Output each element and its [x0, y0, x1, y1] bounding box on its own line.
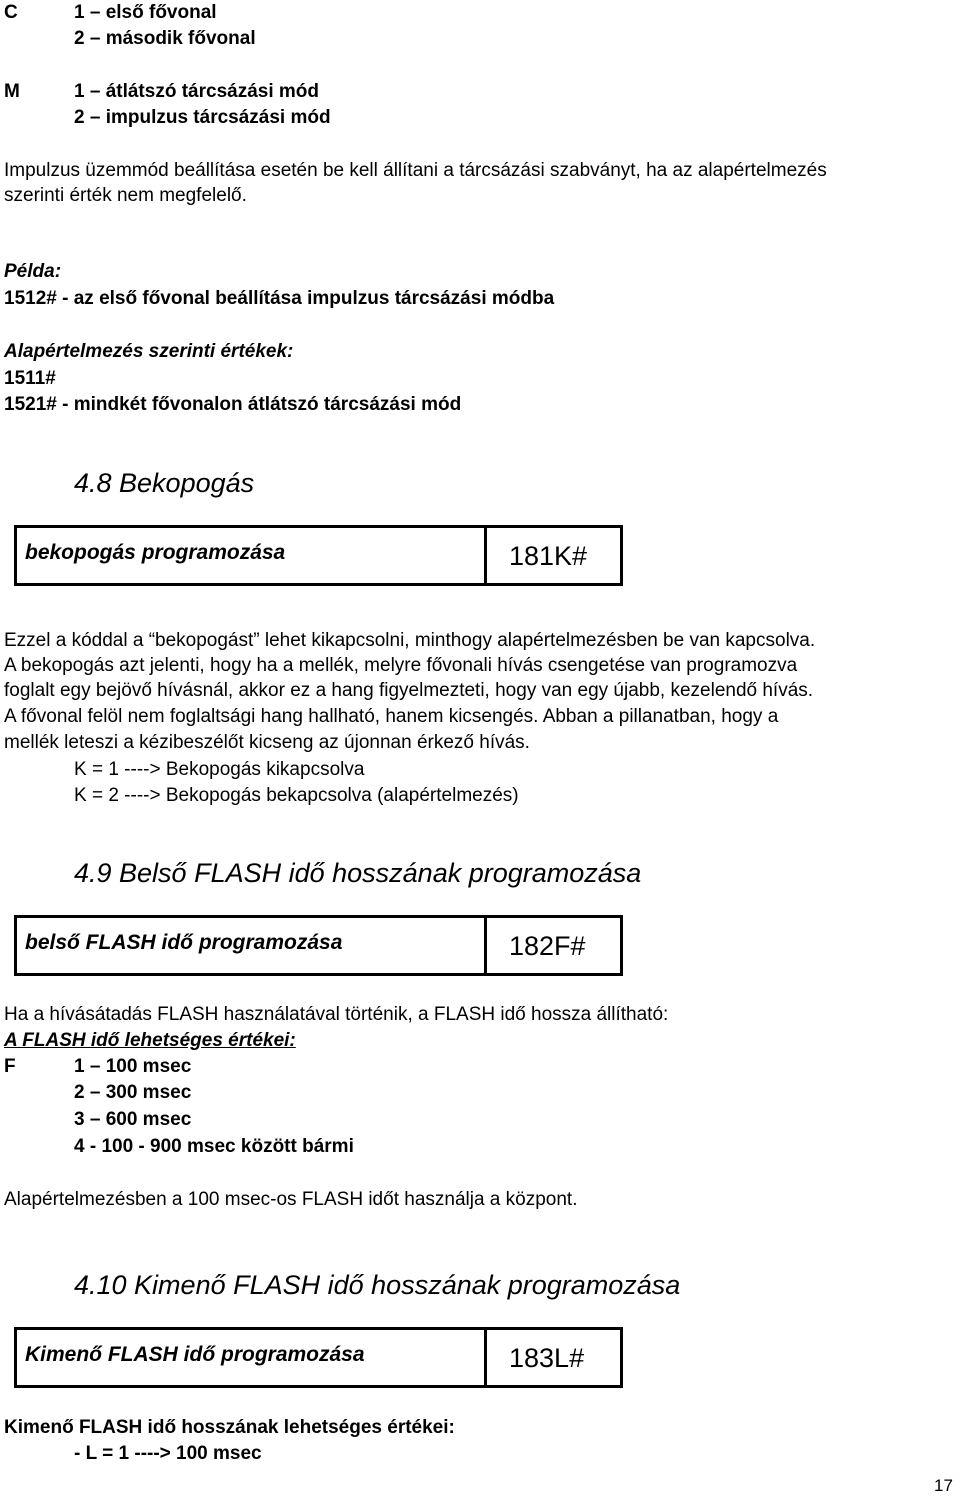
section-heading-4-10: 4.10 Kimenő FLASH idő hosszának programozása	[74, 1270, 681, 1300]
section-4-8-para-line-1: Ezzel a kóddal a “bekopogást” lehet kikapcsolni, minthogy alapértelmezésben be van kapcsolva.	[4, 630, 816, 651]
example-line: 1512# - az első fővonal beállítása impulzus tárcsázási módba	[4, 288, 555, 309]
option-f-3: 3 – 600 msec	[74, 1109, 192, 1130]
code-box-label: belső FLASH idő programozása	[25, 931, 343, 954]
param-letter-f: F	[4, 1056, 16, 1077]
defaults-title: Alapértelmezés szerinti értékek:	[4, 341, 294, 362]
option-m-1: 1 – átlátszó tárcsázási mód	[74, 81, 319, 102]
section-4-9-intro: Ha a hívásátadás FLASH használatával történik, a FLASH idő hossza állítható:	[4, 1004, 669, 1025]
section-heading-4-8: 4.8 Bekopogás	[74, 468, 255, 498]
code-box-code: 182F#	[484, 918, 620, 973]
flash-default-note: Alapértelmezésben a 100 msec-os FLASH időt használja a központ.	[4, 1189, 578, 1210]
code-box-4-8	[14, 525, 623, 586]
code-box-code: 183L#	[484, 1330, 620, 1385]
code-box-code: 181K#	[484, 528, 620, 583]
k-value-1: K = 1 ----> Bekopogás kikapcsolva	[74, 759, 365, 780]
code-box-label: bekopogás programozása	[25, 541, 286, 564]
section-4-8-para-line-4: A fővonal felöl nem foglaltsági hang hallható, hanem kicsengés. Abban a pillanatban, hogy a	[4, 706, 779, 727]
dial-note-line-1: Impulzus üzemmód beállítása esetén be kell állítani a tárcsázási szabványt, ha az alapértelmezés	[4, 160, 827, 181]
option-c-2: 2 – második fővonal	[74, 28, 256, 49]
option-m-2: 2 – impulzus tárcsázási mód	[74, 107, 331, 128]
option-l-1: - L = 1 ----> 100 msec	[74, 1443, 262, 1464]
option-f-2: 2 – 300 msec	[74, 1082, 192, 1103]
k-value-2: K = 2 ----> Bekopogás bekapcsolva (alapértelmezés)	[74, 785, 519, 806]
option-c-1: 1 – első fővonal	[74, 2, 217, 23]
page-number: 17	[934, 1476, 953, 1495]
param-letter-m: M	[4, 81, 20, 102]
code-box-label: Kimenő FLASH idő programozása	[25, 1343, 365, 1366]
dial-note-line-2: szerinti érték nem megfelelő.	[4, 185, 247, 206]
section-4-8-para-line-3: foglalt egy bejövő hívásnál, akkor ez a hang figyelmezteti, hogy van egy újabb, kezelendő hívás.	[4, 680, 814, 701]
defaults-line-1: 1511#	[4, 368, 56, 389]
section-heading-4-9: 4.9 Belső FLASH idő hosszának programozása	[74, 858, 642, 888]
flash-values-title: A FLASH idő lehetséges értékei:	[4, 1030, 296, 1051]
defaults-line-2: 1521# - mindkét fővonalon átlátszó tárcsázási mód	[4, 394, 462, 415]
section-4-8-para-line-2: A bekopogás azt jelenti, hogy ha a mellék, melyre fővonali hívás csengetése van programozva	[4, 655, 798, 676]
example-title: Példa:	[4, 261, 62, 282]
param-letter-c: C	[4, 2, 18, 23]
code-box-4-9	[14, 915, 623, 976]
option-f-4: 4 - 100 - 900 msec között bármi	[74, 1136, 354, 1157]
section-4-8-para-line-5: mellék leteszi a kézibeszélőt kicseng az újonnan érkező hívás.	[4, 732, 530, 753]
option-f-1: 1 – 100 msec	[74, 1056, 192, 1077]
code-box-4-10	[14, 1327, 623, 1388]
out-flash-values-title: Kimenő FLASH idő hosszának lehetséges értékei:	[4, 1417, 455, 1438]
